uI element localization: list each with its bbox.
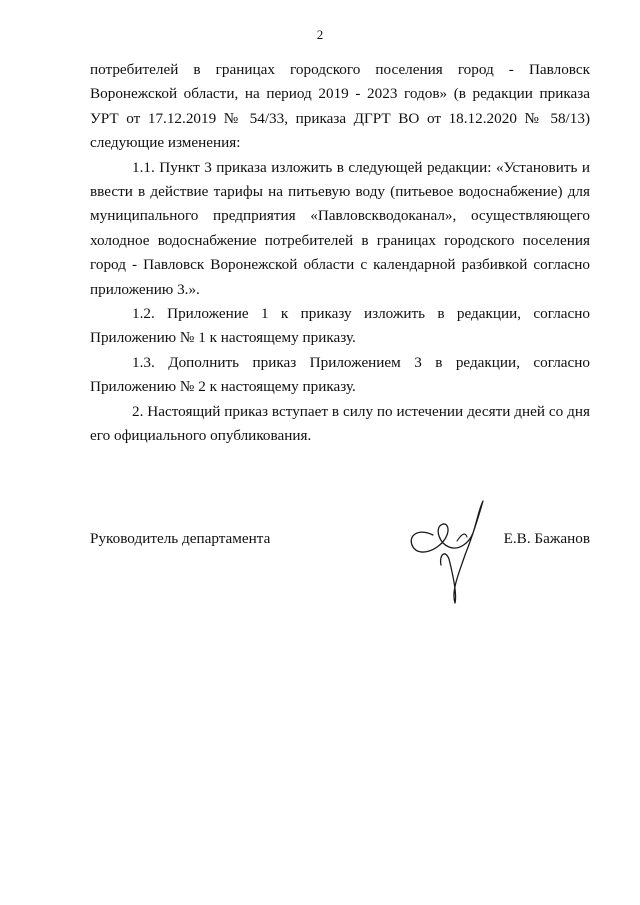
signature-block [90,530,590,630]
paragraph-item-1-2: 1.2. Приложение 1 к приказу изложить в редакции, согласно Приложению № 1 к настоящему приказу. [90,305,590,347]
page-number: 2 [316,27,324,42]
paragraph-continuation: потребителей в границах городского поселения город - Павловск Воронежской области, на период 2019 - 2023 годов» (в редакции приказа УРТ от 17.12.2019 № 54/33, приказа ДГРТ ВО от 18.12.2020 № 58/13) следующие изменения: [90,61,590,152]
signatory-position: Руководитель департамента [90,530,271,547]
paragraph-item-2: 2. Настоящий приказ вступает в силу по истечении десяти дней со дня его официального опубликования. [90,402,590,445]
document-body [90,58,590,449]
signatory-name: Е.В. Бажанов [503,530,590,547]
paragraph-item-1-3: 1.3. Дополнить приказ Приложением 3 в редакции, согласно Приложению № 2 к настоящему приказу. [90,353,590,396]
handwritten-signature [405,495,495,615]
paragraph-item-1-1: 1.1. Пункт 3 приказа изложить в следующей редакции: «Установить и ввести в действие тарифы на питьевую воду (питьевое водоснабжение) для муниципального предприятия «Павловскводоканал», осуществляющего холодное водоснабжение потребителей в границах городского поселения город - Павловск Воронежской области с календарной разбивкой согласно приложению 3.». [90,158,590,298]
